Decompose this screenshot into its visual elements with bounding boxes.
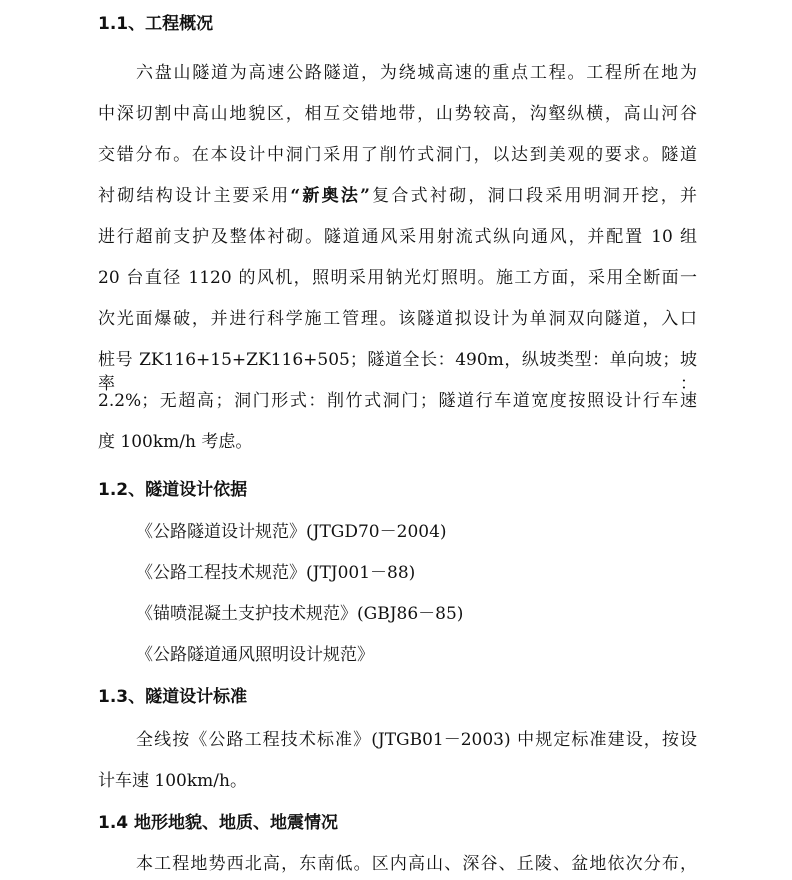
reference-item: 《公路工程技术规范》(JTJ001－88) (136, 563, 416, 583)
paragraph-line: 本工程地势西北高，东南低。区内高山、深谷、丘陵、盆地依次分布， (136, 854, 697, 874)
paragraph-line: 桩号 ZK116+15+ZK116+505；隧道全长：490m，纵坡类型：单向坡；坡率： (98, 350, 697, 394)
text-segment: 衬砌结构设计主要采用 (98, 186, 291, 206)
reference-item: 《公路隧道通风照明设计规范》 (136, 645, 374, 665)
section-1-1-heading: 1.1、工程概况 (98, 14, 214, 34)
section-1-4-heading: 1.4 地形地貌、地质、地震情况 (98, 813, 339, 833)
paragraph-line: 20 台直径 1120 的风机，照明采用钠光灯照明。施工方面，采用全断面一 (98, 268, 697, 288)
paragraph-line-with-bold (98, 184, 697, 208)
paragraph-line: 全线按《公路工程技术标准》(JTGB01－2003) 中规定标准建设，按设 (136, 730, 697, 750)
text-segment: 复合式衬砌，洞口段采用明洞开挖，并 (369, 186, 698, 206)
section-1-2-heading: 1.2、隧道设计依据 (98, 480, 248, 500)
paragraph-line: 六盘山隧道为高速公路隧道，为绕城高速的重点工程。工程所在地为 (136, 63, 697, 83)
paragraph-line: 度 100km/h 考虑。 (98, 432, 253, 452)
bold-term: “新奥法” (290, 186, 370, 206)
paragraph-line: 2.2%；无超高；洞门形式：削竹式洞门；隧道行车道宽度按照设计行车速 (98, 391, 697, 411)
reference-item: 《锚喷混凝土支护技术规范》(GBJ86－85) (136, 604, 464, 624)
paragraph-line: 计车速 100km/h。 (98, 771, 247, 791)
paragraph-line: 中深切割中高山地貌区，相互交错地带，山势较高，沟壑纵横，高山河谷 (98, 104, 697, 124)
paragraph-line: 次光面爆破，并进行科学施工管理。该隧道拟设计为单洞双向隧道，入口 (98, 309, 697, 329)
paragraph-line: 进行超前支护及整体衬砌。隧道通风采用射流式纵向通风，并配置 10 组 (98, 227, 697, 247)
paragraph-line: 交错分布。在本设计中洞门采用了削竹式洞门，以达到美观的要求。隧道 (98, 145, 697, 165)
section-1-3-heading: 1.3、隧道设计标准 (98, 687, 248, 707)
reference-item: 《公路隧道设计规范》(JTGD70－2004) (136, 522, 447, 542)
